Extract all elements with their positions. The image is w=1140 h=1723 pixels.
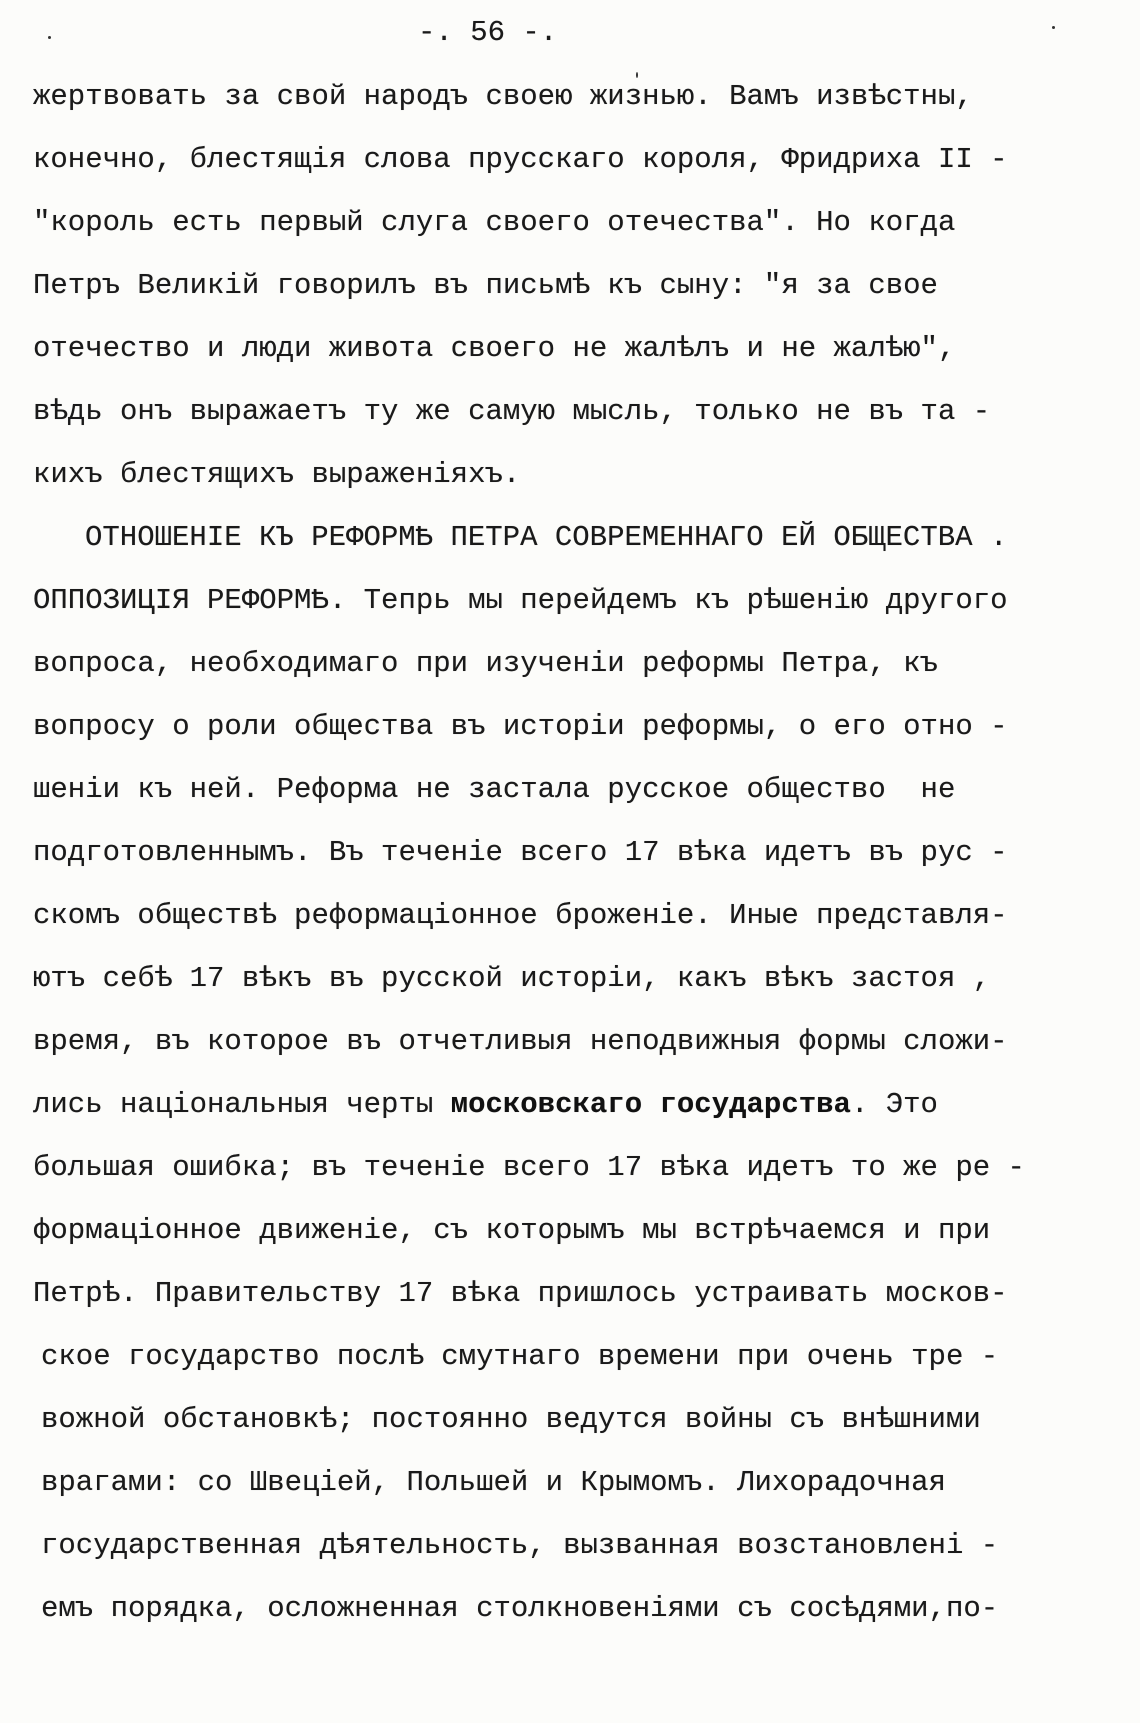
emphasized-text: московскаго государства	[450, 1088, 851, 1121]
text-line: жертвовать за свой народъ своею жизнью. Вамъ извѣстны,	[33, 80, 973, 113]
text-line: отечество и люди живота своего не жалѣлъ и не жалѣю",	[33, 332, 956, 365]
text-line: ское государство послѣ смутнаго времени при очень тре -	[41, 1340, 999, 1373]
ink-speck	[1052, 26, 1055, 29]
text-line: кихъ блестящихъ выраженіяхъ.	[33, 458, 521, 491]
text-segment: лись національныя черты	[33, 1088, 451, 1121]
text-line: врагами: со Швеціей, Польшей и Крымомъ. Лихорадочная	[41, 1466, 946, 1499]
text-line: скомъ обществѣ реформаціонное броженіе. Иные представля-	[33, 899, 1008, 932]
text-line: конечно, блестящія слова прусскаго короля, Фридриха II -	[33, 143, 1008, 176]
text-line: "король есть первый слуга своего отечества". Но когда	[33, 206, 956, 239]
section-heading: ОТНОШЕНІЕ КЪ РЕФОРМѢ ПЕТРА СОВРЕМЕННАГО ЕЙ ОБЩЕСТВА .	[85, 521, 1008, 554]
text-line: Петръ Великій говорилъ въ письмѣ къ сыну: "я за свое	[33, 269, 938, 302]
text-line	[33, 1073, 1113, 1136]
text-line: подготовленнымъ. Въ теченіе всего 17 вѣка идетъ въ рус -	[33, 836, 1008, 869]
document-body	[33, 65, 1113, 1640]
text-line: формаціонное движеніе, съ которымъ мы встрѣчаемся и при	[33, 1214, 991, 1247]
text-segment: . Это	[850, 1088, 938, 1121]
text-line: вожной обстановкѣ; постоянно ведутся войны съ внѣшними	[41, 1403, 981, 1436]
page-number: -. 56 -.	[418, 16, 558, 49]
text-line: государственная дѣятельность, вызванная возстановлені -	[41, 1529, 999, 1562]
text-line: вопросу о роли общества въ исторіи реформы, о его отно -	[33, 710, 1008, 743]
text-line: большая ошибка; въ теченіе всего 17 вѣка идетъ то же ре -	[33, 1151, 1025, 1184]
text-line: ютъ себѣ 17 вѣкъ въ русской исторіи, какъ вѣкъ застоя ,	[33, 962, 991, 995]
text-line: вѣдь онъ выражаетъ ту же самую мысль, только не въ та -	[33, 395, 991, 428]
ink-speck	[48, 36, 51, 39]
text-line: емъ порядка, осложненная столкновеніями съ сосѣдями,по-	[41, 1592, 999, 1625]
text-line: шеніи къ ней. Реформа не застала русское общество не	[33, 773, 956, 806]
text-line: ОППОЗИЦІЯ РЕФОРМѢ. Тепрь мы перейдемъ къ рѣшенію другого	[33, 584, 1008, 617]
text-line: вопроса, необходимаго при изученіи реформы Петра, къ	[33, 647, 938, 680]
text-line: время, въ которое въ отчетливыя неподвижныя формы сложи-	[33, 1025, 1008, 1058]
text-line: Петрѣ. Правительству 17 вѣка пришлось устраивать москов-	[33, 1277, 1008, 1310]
